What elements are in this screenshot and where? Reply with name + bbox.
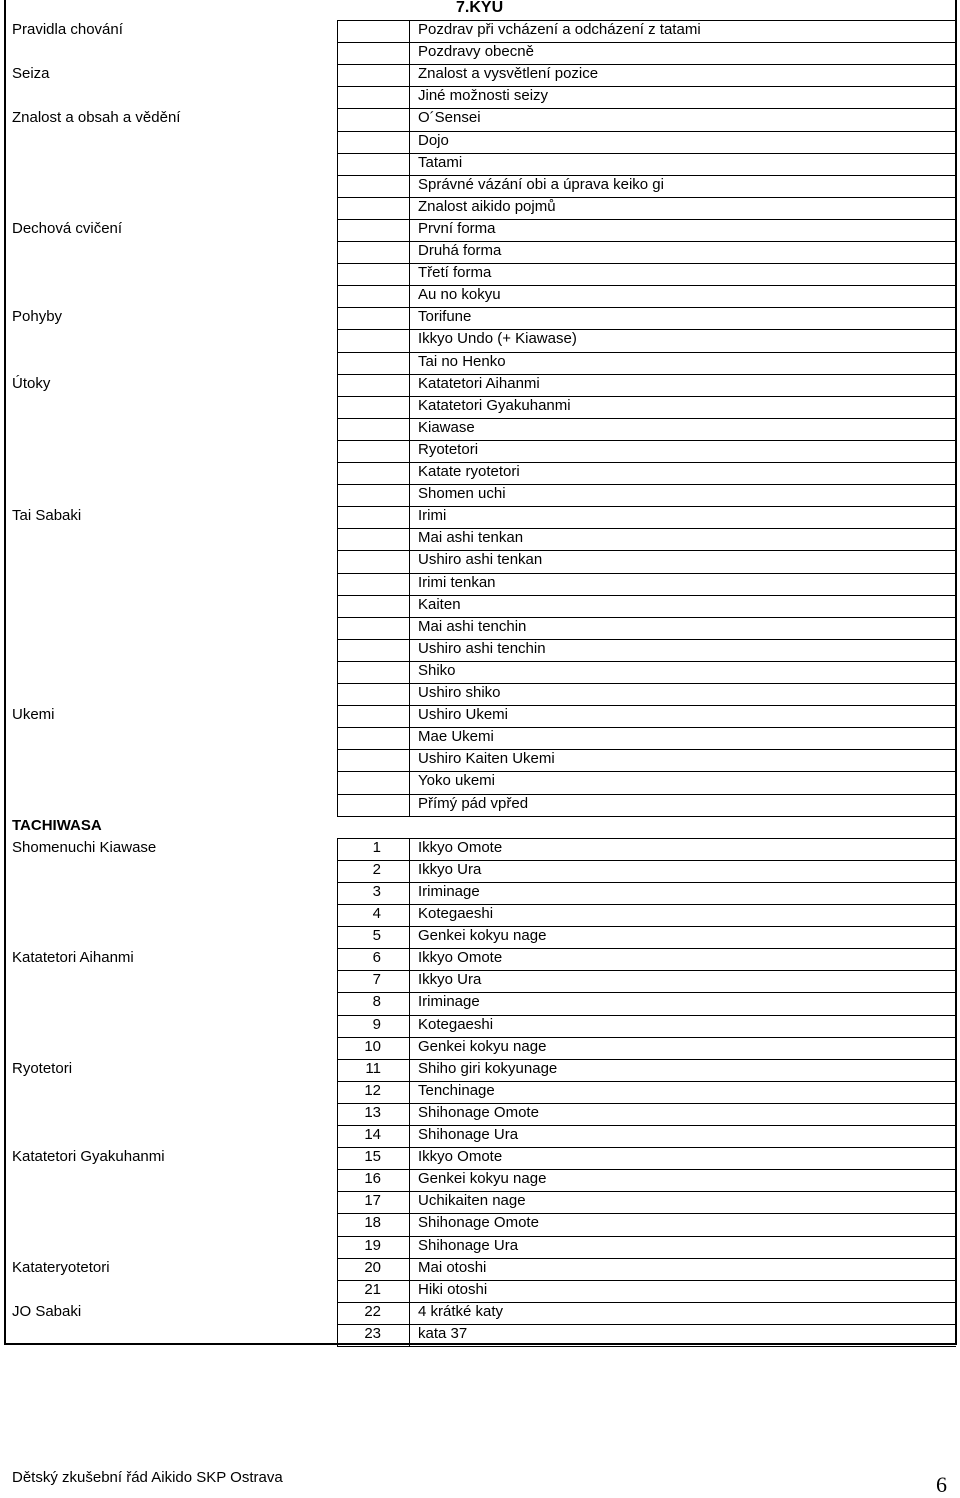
item-text: Ushiro ashi tenkan [418, 551, 543, 569]
technique-name: Iriminage [418, 882, 480, 900]
item-text: Au no kokyu [418, 286, 501, 304]
column-divider [337, 838, 338, 1346]
technique-name: 4 krátké katy [418, 1302, 504, 1320]
item-text: Tai no Henko [418, 352, 506, 370]
technique-group-label: Ryotetori [12, 1059, 73, 1077]
item-text: Třetí forma [418, 264, 492, 282]
item-text: Jiné možnosti seizy [418, 87, 549, 105]
item-text: Kiawase [418, 418, 475, 436]
technique-name: Genkei kokyu nage [418, 927, 547, 945]
technique-group-label: Katatetori Aihanmi [12, 949, 134, 967]
technique-number: 15 [364, 1148, 381, 1166]
technique-number: 18 [364, 1214, 381, 1232]
row-divider [337, 816, 956, 817]
technique-number: 22 [364, 1302, 381, 1320]
technique-number: 19 [364, 1236, 381, 1254]
technique-number: 11 [365, 1059, 381, 1077]
section-label: Tai Sabaki [12, 507, 82, 525]
footer-text: Dětský zkušební řád Aikido SKP Ostrava [12, 1469, 283, 1486]
item-text: Tatami [418, 153, 463, 171]
item-text: Druhá forma [418, 242, 502, 259]
technique-group-label: Katatetori Gyakuhanmi [12, 1148, 165, 1166]
technique-number: 6 [372, 949, 381, 967]
technique-name: Ikkyo Omote [418, 949, 503, 967]
item-text: Ryotetori [418, 440, 479, 458]
technique-name: Shiho giri kokyunage [418, 1059, 558, 1077]
column-divider [409, 20, 410, 816]
item-text: Katatetori Gyakuhanmi [418, 396, 571, 414]
column-divider [337, 20, 338, 816]
technique-number: 23 [364, 1324, 381, 1342]
technique-number: 2 [372, 860, 381, 878]
item-text: Shiko [418, 661, 456, 679]
item-text: Přímý pád vpřed [418, 794, 529, 812]
item-text: Pozdravy obecně [418, 43, 534, 61]
item-text: Yoko ukemi [418, 772, 495, 790]
technique-name: Shihonage Omote [418, 1214, 539, 1232]
section-label: Útoky [12, 374, 51, 392]
technique-group-label: JO Sabaki [12, 1302, 82, 1320]
technique-number: 10 [364, 1037, 381, 1055]
technique-name: Genkei kokyu nage [418, 1037, 547, 1055]
technique-group-label: Katateryotetori [12, 1258, 110, 1276]
item-text: Ushiro Ukemi [418, 706, 509, 724]
item-text: Pozdrav při vcházení a odcházení z tatami [418, 21, 701, 38]
technique-number: 16 [364, 1170, 381, 1188]
item-text: O´Sensei [418, 109, 481, 127]
section-label: Seiza [12, 65, 50, 83]
section-label: Dechová cvičení [12, 219, 123, 237]
item-text: Irimi [418, 507, 447, 525]
technique-number: 7 [372, 971, 381, 989]
technique-number: 21 [364, 1280, 381, 1298]
kyu-heading: 7.KYU [456, 0, 504, 16]
technique-name: Shihonage Ura [418, 1126, 519, 1143]
technique-name: Genkei kokyu nage [418, 1170, 547, 1188]
section-label: Ukemi [12, 706, 55, 724]
item-text: Ikkyo Undo (+ Kiawase) [418, 330, 577, 348]
item-text: Dojo [418, 131, 449, 149]
technique-name: Shihonage Omote [418, 1103, 539, 1121]
technique-number: 9 [372, 1015, 381, 1033]
item-text: Správné vázání obi a úprava keiko gi [418, 175, 664, 193]
item-text: Znalost a vysvětlení pozice [418, 65, 599, 83]
item-text: První forma [418, 219, 496, 237]
page-number: 6 [936, 1472, 947, 1497]
technique-number: 3 [372, 882, 381, 900]
technique-name: Ikkyo Ura [418, 971, 482, 989]
technique-name: Uchikaiten nage [418, 1192, 526, 1210]
technique-name: kata 37 [418, 1324, 468, 1342]
technique-number: 14 [364, 1126, 381, 1143]
row-divider [337, 1346, 956, 1347]
item-text: Mae Ukemi [418, 728, 494, 746]
item-text: Ushiro shiko [418, 684, 501, 701]
technique-number: 8 [372, 993, 381, 1011]
technique-group-label: Shomenuchi Kiawase [12, 838, 157, 856]
column-divider [409, 838, 410, 1346]
item-text: Ushiro Kaiten Ukemi [418, 750, 555, 768]
technique-number: 20 [364, 1258, 381, 1276]
technique-name: Shihonage Ura [418, 1236, 519, 1254]
technique-name: Iriminage [418, 993, 480, 1011]
technique-name: Kotegaeshi [418, 1015, 494, 1033]
technique-name: Ikkyo Omote [418, 838, 503, 856]
technique-number: 4 [372, 905, 381, 922]
item-text: Katate ryotetori [418, 463, 520, 480]
technique-number: 5 [372, 927, 381, 945]
item-text: Kaiten [418, 595, 461, 613]
technique-name: Hiki otoshi [418, 1280, 488, 1298]
item-text: Irimi tenkan [418, 573, 496, 591]
item-text: Katatetori Aihanmi [418, 374, 540, 392]
technique-name: Ikkyo Ura [418, 860, 482, 878]
tachiwasa-heading: TACHIWASA [12, 816, 102, 834]
item-text: Mai ashi tenchin [418, 617, 527, 635]
item-text: Znalost aikido pojmů [418, 197, 556, 215]
item-text: Mai ashi tenkan [418, 529, 524, 547]
technique-number: 13 [364, 1103, 381, 1121]
technique-number: 17 [364, 1192, 381, 1210]
technique-number: 12 [364, 1081, 381, 1099]
technique-name: Kotegaeshi [418, 905, 494, 922]
item-text: Ushiro ashi tenchin [418, 639, 546, 657]
technique-name: Ikkyo Omote [418, 1148, 503, 1166]
technique-number: 1 [372, 838, 381, 856]
item-text: Torifune [418, 308, 472, 326]
technique-name: Tenchinage [418, 1081, 495, 1099]
section-label: Pohyby [12, 308, 63, 326]
section-label: Pravidla chování [12, 21, 123, 38]
technique-name: Mai otoshi [418, 1258, 487, 1276]
item-text: Shomen uchi [418, 485, 506, 503]
section-label: Znalost a obsah a vědění [12, 109, 181, 127]
